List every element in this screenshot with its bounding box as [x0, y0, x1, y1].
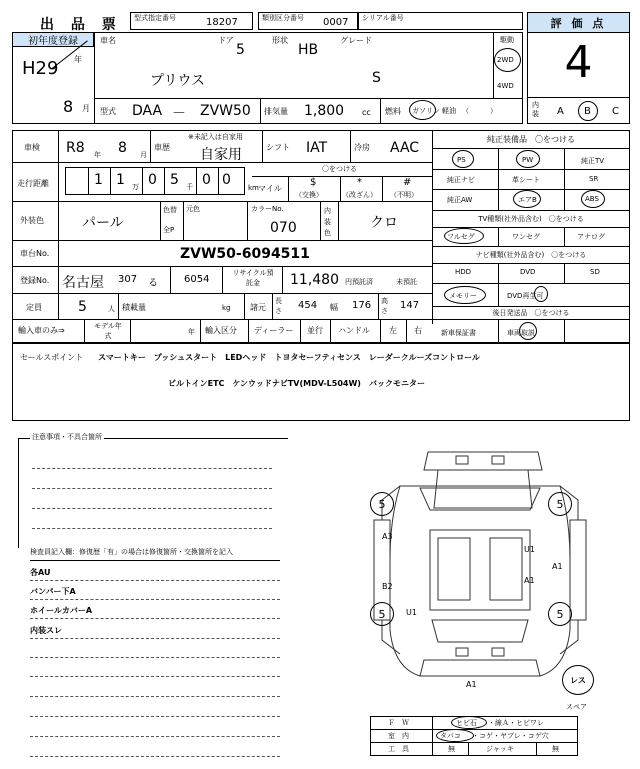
dims-label: 諸元 [250, 303, 266, 312]
ac-value: AAC [390, 140, 420, 156]
type-value: ZVW50 [200, 103, 251, 119]
spare-circle: レス [562, 665, 594, 695]
inspection-month-unit: 月 [140, 151, 147, 159]
color-change-1: 色替 [163, 206, 177, 214]
shape-label: 形状 [272, 36, 288, 45]
registration-num: 307 [118, 274, 138, 285]
mark-u1-right: U1 [524, 545, 535, 554]
color-value: パール [82, 215, 124, 231]
first-reg-year-unit: 年 [74, 55, 82, 64]
registration-kana: る [148, 278, 158, 289]
import-label: 輸入車のみ⇒ [18, 326, 65, 335]
equip-sr: SR [589, 175, 599, 183]
car-name-label: 車名 [100, 36, 116, 45]
tire-rear-left: 5 [370, 602, 394, 626]
interior-grade-a: A [557, 106, 564, 117]
load-label: 積載量 [122, 303, 146, 312]
mark-a1-right: A1 [524, 576, 535, 585]
tools-val-1: 無 [448, 745, 455, 753]
import-class-label: 輸入区分 [205, 326, 237, 335]
displacement-unit: cc [362, 108, 371, 117]
fuel-paren: （ ） [462, 107, 497, 115]
mileage-digit-3: 0 [148, 172, 157, 188]
fw-circled: ヒビ石 [456, 719, 477, 727]
fuel-alt: 軽油 [442, 107, 456, 115]
displacement-value: 1,800 [304, 103, 345, 119]
mileage-km: km [248, 184, 259, 192]
nav-dvd-play-circle [534, 286, 548, 302]
serial-label: シリアル番号 [362, 14, 404, 22]
equip-abs-circle [581, 190, 605, 208]
interior-grade-circle [578, 101, 598, 121]
import-parallel: 並行 [307, 326, 323, 335]
mark-a1-bottom: A1 [466, 680, 477, 689]
first-reg-month: 8 [63, 97, 74, 116]
shift-label: シフト [266, 143, 290, 152]
first-reg-label: 初年度登録 [13, 33, 94, 47]
mileage-label: 走行距離 [17, 179, 49, 188]
fuel-selected: ガソリン [412, 107, 440, 115]
mileage-boxes [65, 167, 245, 195]
type-dash: － [172, 106, 186, 122]
inspector-label: 検査員記入欄：修復歴「有」の場合は修復箇所・交換箇所を記入 [30, 548, 233, 556]
inspection-era: R8 [66, 140, 85, 156]
spare-caption: スペア [566, 703, 587, 711]
mark-a1-side: A1 [552, 562, 563, 571]
equip-airbag-circle [513, 190, 541, 208]
mileage-digit-1: 1 [94, 172, 103, 188]
recycle-value: 11,480 [290, 272, 339, 288]
equip-tv: 純正TV [581, 157, 605, 165]
tire-front-right: 5 [548, 492, 572, 516]
nav-hdd: HDD [455, 268, 472, 276]
serial-cell [358, 12, 523, 30]
score-value: 4 [564, 36, 593, 88]
equip-airbag: エアB [518, 196, 537, 204]
inspection-label: 車検 [24, 143, 40, 152]
mileage-opt-2: （改ざん） [342, 191, 377, 199]
displacement-label: 排気量 [264, 107, 288, 116]
drive-2wd: 2WD [497, 56, 514, 64]
import-handle-right: 右 [414, 326, 422, 335]
room-circle [436, 729, 474, 742]
history-label: 車歴 [154, 143, 170, 152]
height-value: 147 [400, 300, 420, 311]
docs-manual: 車両取説 [507, 329, 535, 337]
nav-dvd: DVD [520, 268, 536, 276]
class-no-value: 0007 [323, 17, 349, 28]
inspector-item-1: 各AU [30, 568, 51, 577]
len-label: 長さ [275, 297, 282, 315]
tv-analog: アナログ [577, 233, 605, 241]
class-no-cell [258, 12, 358, 30]
nav-memory-circle [444, 286, 486, 304]
model-no-value: 18207 [206, 17, 238, 28]
doors-value: 5 [236, 42, 245, 58]
mileage-opt-1: （交換） [295, 191, 323, 199]
model-no-label: 型式指定番号 [134, 14, 176, 22]
capacity-label: 定員 [26, 303, 42, 312]
inspector-item-4: 内装スレ [30, 626, 62, 635]
equip-abs: ABS [585, 195, 599, 203]
car-name: プリウス [150, 73, 206, 89]
color-no-label: カラーNo. [251, 205, 284, 213]
equipment-title: 純正装備品 〇をつける [433, 131, 629, 149]
fw-label: Ｆ Ｗ [388, 719, 409, 727]
inspector-item-2: バンパー下A [30, 587, 76, 596]
tire-rear-right: 5 [548, 602, 572, 626]
tv-fullseg-circle [444, 228, 484, 244]
chassis-label: 車台No. [20, 249, 50, 258]
import-class-value: ディーラー [254, 326, 294, 335]
color-change-2: 全P [163, 226, 175, 234]
len-value: 454 [298, 300, 318, 311]
score-box [527, 12, 630, 124]
mileage-sym-3: # [403, 177, 412, 188]
equip-ps: PS [457, 156, 466, 164]
tv-fullseg: フルセグ [447, 233, 475, 241]
nav-dvd-play: DVD再生可 [507, 292, 544, 300]
room-label: 室 内 [388, 732, 409, 740]
inspector-item-3: ホイールカバーA [30, 606, 93, 615]
mileage-digit-6: 0 [222, 172, 231, 188]
model-no-cell [130, 12, 253, 30]
ac-label: 冷房 [354, 143, 370, 152]
notes-box [18, 438, 288, 548]
mark-b2: B2 [382, 582, 393, 591]
equip-aw: 純正AW [447, 196, 473, 204]
interior-color-label: 内装色 [324, 207, 331, 237]
width-value: 176 [352, 300, 372, 311]
mileage-mile-label: マイル [258, 184, 282, 193]
drive-4wd: 4WD [497, 82, 514, 90]
fw-rest: ・線Ａ・ヒビワレ [488, 719, 544, 727]
grade-label: グレード [340, 36, 372, 45]
fw-circle [451, 716, 487, 729]
first-reg-era: H29 [22, 58, 59, 79]
mark-u1-left: U1 [406, 608, 417, 617]
interior-color-value: クロ [370, 215, 398, 231]
interior-grade-label: 内装 [532, 101, 539, 118]
sales-line-1: スマートキー プッシュスタート LEDヘッド トヨタセーフティセンス レーダークルーズコントロール [98, 353, 480, 362]
docs-manual-circle [519, 322, 537, 340]
history-note: ※未記入は自家用 [188, 133, 243, 141]
mileage-opt-3: （不明） [390, 191, 418, 199]
sales-label: セールスポイント [20, 353, 84, 362]
sales-box [12, 343, 630, 421]
room-circled: タバコ [440, 732, 461, 740]
notes-label: 注意事項・不具合箇所 [32, 433, 102, 441]
fuel-label: 燃料 [385, 107, 401, 116]
page-title: 出 品 票 [40, 17, 122, 33]
jack-label: ジャッキ [486, 745, 514, 753]
type-prefix: DAA [132, 103, 163, 119]
import-year-unit: 年 [188, 328, 195, 336]
registration-label: 登録No. [20, 276, 50, 285]
tv-oneseg: ワンセグ [512, 233, 540, 241]
import-handle-label: ハンドル [338, 326, 370, 335]
mileage-digit-5: 0 [202, 172, 211, 188]
mileage-sen: 千 [186, 183, 193, 191]
drive-circle [494, 48, 521, 72]
mileage-digit-2: 1 [116, 172, 125, 188]
mileage-man: 万 [132, 183, 139, 191]
import-model-year-label: モデル年式 [94, 322, 122, 340]
equip-ps-circle [452, 150, 474, 168]
tv-title: TV種類(社外品含む) 〇をつける [478, 215, 584, 223]
import-handle-left: 左 [389, 326, 397, 335]
mileage-circle-note: 〇をつける [322, 165, 357, 173]
doors-label: ドア [218, 36, 234, 45]
equip-pw-circle [516, 150, 540, 168]
docs-title: 後日発送品 〇をつける [492, 309, 570, 317]
equip-pw: PW [522, 156, 534, 164]
mark-a3: A3 [382, 532, 393, 541]
equip-leather: 革シート [512, 176, 540, 184]
equip-navi: 純正ナビ [447, 176, 475, 184]
nav-title: ナビ種類(社外品含む) 〇をつける [475, 251, 587, 259]
tire-front-left: 5 [370, 492, 394, 516]
type-label: 型式 [100, 107, 116, 116]
capacity-unit: 人 [108, 305, 115, 313]
width-label: 幅 [330, 303, 338, 312]
first-reg-month-unit: 月 [82, 104, 90, 113]
mileage-digit-4: 5 [170, 172, 179, 188]
tools-label: 工 具 [388, 745, 409, 753]
sales-line-2: ビルトインETC ケンウッドナビTV(MDV-L504W) バックモニター [168, 379, 425, 388]
shift-value: IAT [306, 140, 328, 156]
tools-val-2: 無 [552, 745, 559, 753]
grade-value: S [372, 70, 381, 86]
inspection-year-unit: 年 [94, 151, 101, 159]
room-rest: ・コゲ・ヤブレ・コゲ穴 [472, 732, 549, 740]
registration-city: 名古屋 [62, 275, 104, 291]
registration-plate: 6054 [184, 274, 210, 285]
fuel-circle [409, 100, 436, 120]
inspection-month: 8 [118, 140, 127, 156]
chassis-value: ZVW50-6094511 [180, 246, 310, 262]
interior-grade-c: C [612, 106, 619, 117]
class-no-label: 類別区分番号 [262, 14, 304, 22]
recycle-status: 円預託済 [345, 278, 373, 286]
drive-label: 駆動 [500, 36, 514, 44]
history-value: 自家用 [200, 147, 242, 163]
height-label: 高さ [381, 297, 388, 315]
interior-grade-b: B [584, 106, 591, 117]
recycle-label: リサイクル預託金 [232, 269, 274, 287]
shape-value: HB [298, 42, 319, 58]
color-no-value: 070 [270, 220, 297, 236]
mileage-sym-1: $ [310, 177, 317, 188]
mileage-sym-2: * [357, 177, 362, 188]
nav-memory: メモリー [449, 292, 477, 300]
nav-sd: SD [590, 268, 600, 276]
color-orig-label: 元色 [186, 205, 200, 213]
docs-warranty: 新車保証書 [441, 329, 476, 337]
capacity-value: 5 [78, 299, 87, 315]
recycle-alt: 未預託 [396, 278, 417, 286]
color-label: 外装色 [20, 216, 44, 225]
car-damage-diagram [360, 440, 600, 690]
load-unit: kg [222, 304, 231, 312]
score-label: 評 価 点 [528, 13, 629, 33]
